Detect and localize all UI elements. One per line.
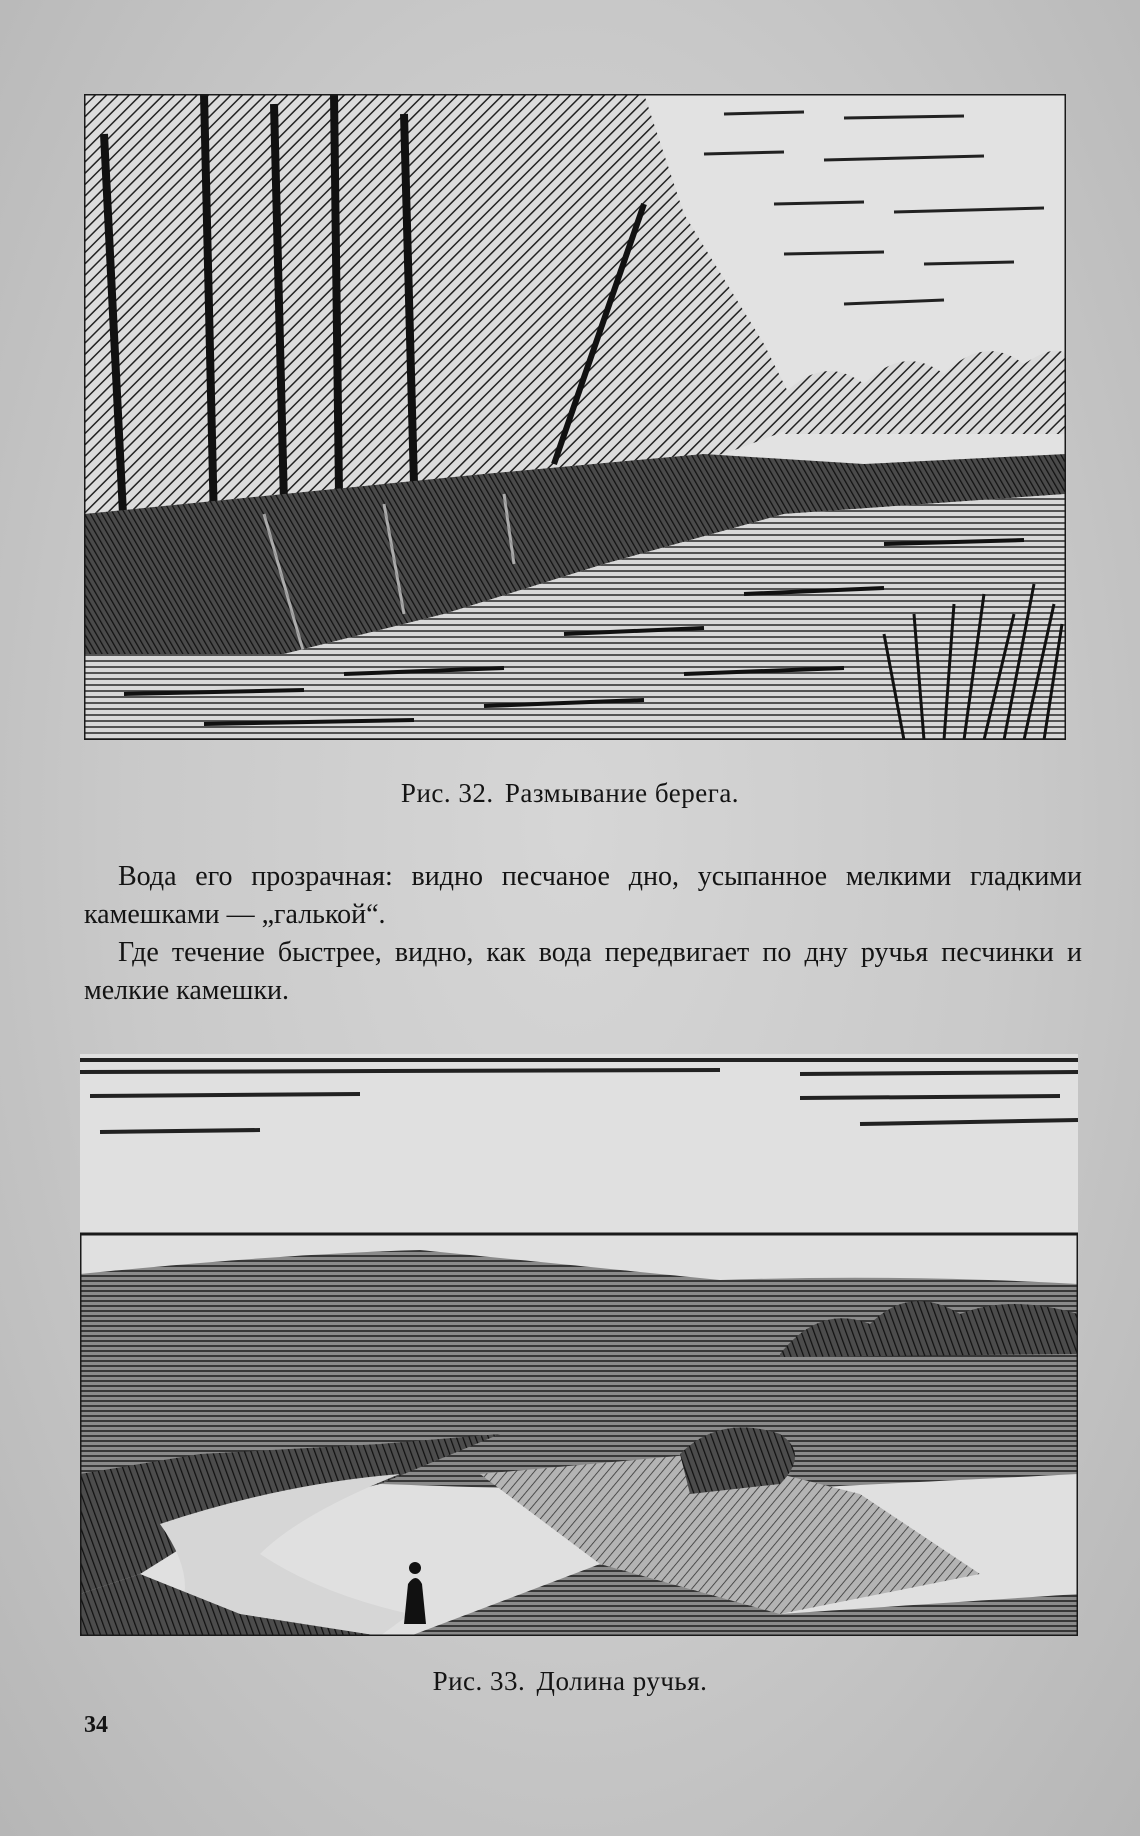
body-paragraph: Вода его прозрачная: видно песчаное дно, усыпанное мелкими гладкими камешками — „галькой“. [84, 861, 1082, 930]
body-paragraph: Где течение быстрее, видно, как вода передвигает по дну ручья песчинки и мелкие камешки. [84, 937, 1082, 1006]
figure-caption [0, 1666, 1140, 1697]
figure-caption [0, 778, 1140, 809]
figure-number: Рис. 32. [400, 778, 494, 808]
illustration-stream-valley [80, 1054, 1078, 1636]
valley-engraving [80, 1054, 1078, 1636]
figure-title: Долина ручья. [536, 1666, 708, 1696]
page-number: 34 [84, 1712, 108, 1738]
riverbank-engraving [84, 94, 1066, 740]
illustration-riverbank-erosion [84, 94, 1066, 740]
figure-title: Размывание берега. [504, 778, 740, 808]
figure-number: Рис. 33. [432, 1666, 526, 1696]
